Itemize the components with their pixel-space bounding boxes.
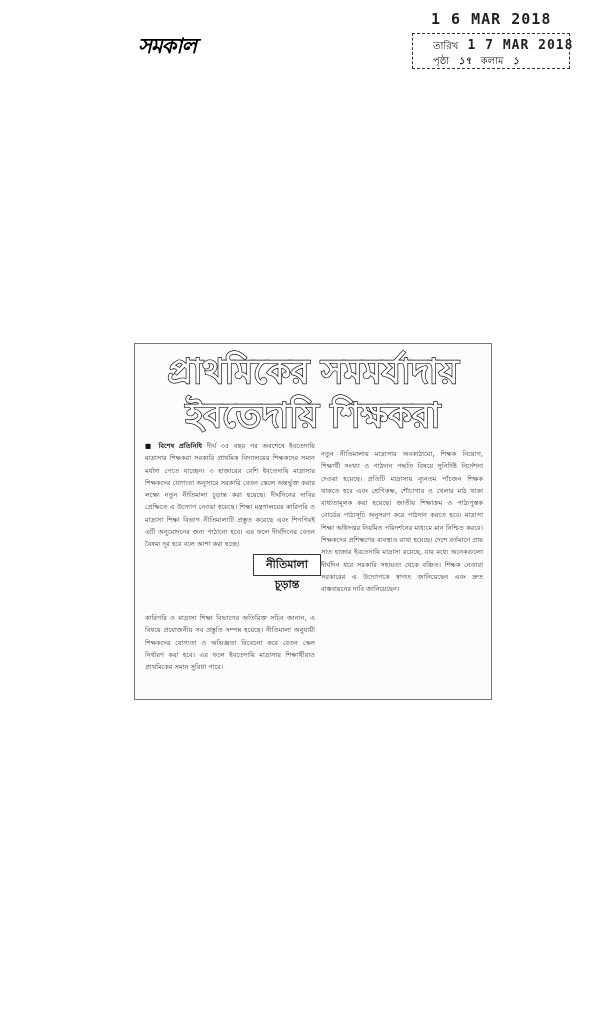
reference-box (412, 33, 574, 69)
article-clipping (134, 343, 492, 700)
byline: ■ বিশেষ প্রতিনিধি (145, 442, 203, 450)
headline-line-1: প্রাথমিকের সমমর্যাদায় (167, 352, 459, 392)
ref-column-label: কলাম (480, 56, 504, 67)
ref-column-value: ১ (512, 56, 520, 67)
ref-page-row (433, 54, 525, 71)
newspaper-masthead: সমকাল (138, 33, 196, 58)
headline-line-2: ইবতেদায়ি শিক্ষকরা (185, 396, 441, 436)
article-column-right (321, 448, 483, 694)
ref-date-value: 1 7 MAR 2018 (467, 38, 574, 53)
article-subheading: নীতিমালা চূড়ান্ত (253, 554, 321, 576)
article-text-right: নতুন নীতিমালায় মাদ্রাসার অবকাঠামো, শিক্ষক নিয়োগ, শিক্ষার্থী সংখ্যা ও পাঠদান পদ্ধতি বিষয়ে সুনির্দিষ্ট নির্দেশনা দেওয়া হয়েছে। প্রতিটি মাদ্রাসায় ন্যূনতম পাঁচজন শিক্ষক থাকতে হবে এবং শ্রেণিকক্ষ, শৌচাগার ও খেলার মাঠ থাকা বাধ্যতামূলক করা হয়েছে। জাতীয় শিক্ষাক্রম ও পাঠ্যপুস্তক বোর্ডের পাঠ্যসূচি অনুসরণ করে পাঠদান করতে হবে। মাদ্রাসা শিক্ষা অধিদপ্তর নিয়মিত পরিদর্শনের মাধ্যমে মান নিশ্চিত করবে। শিক্ষকদের প্রশিক্ষণের ব্যবস্থাও রাখা হয়েছে। দেশে বর্তমানে প্রায় সাত হাজার ইবতেদায়ি মাদ্রাসা রয়েছে, যার মধ্যে অনেকগুলো দীর্ঘদিন ধরে সরকারি সহায়তা থেকে বঞ্চিত। শিক্ষক নেতারা সরকারের এ উদ্যোগকে স্বাগত জানিয়েছেন এবং দ্রুত বাস্তবায়নের দাবি জানিয়েছেন। (321, 450, 483, 594)
ref-page-value: ১৭ (458, 56, 472, 67)
ref-date-label: তারিখ (433, 41, 459, 52)
article-text-left: দীর্ঘ ৩৫ বছর পর অবশেষে ইবতেদায়ি মাদ্রাসার শিক্ষকরা সরকারি প্রাথমিক বিদ্যালয়ের শিক্ষকদের সমান মর্যাদা পেতে যাচ্ছেন। ৩ হাজারের বেশি ইবতেদায়ি মাদ্রাসার শিক্ষকদের যোগ্যতা অনুসারে সরকারি বেতন স্কেলে অন্তর্ভুক্ত করার লক্ষ্যে নতুন নীতিমালা চূড়ান্ত করা হয়েছে। দীর্ঘদিনের দাবির প্রেক্ষিতে এ উদ্যোগ নেওয়া হয়েছে। শিক্ষা মন্ত্রণালয়ের কারিগরি ও মাদ্রাসা শিক্ষা বিভাগ নীতিমালাটি প্রস্তুত করেছে এবং শিগগিরই এটি অনুমোদনের জন্য পাঠানো হবে। এর ফলে দীর্ঘদিনের বেতন বৈষম্য দূর হবে বলে আশা করা হচ্ছে। (145, 442, 315, 549)
ref-page-label: পৃষ্ঠা (433, 56, 450, 67)
date-stamp: 1 6 MAR 2018 (431, 10, 552, 28)
article-text-left-lower: কারিগরি ও মাদ্রাসা শিক্ষা বিভাগের অতিরিক্ত সচিব জানান, এ বিষয়ে প্রয়োজনীয় সব প্রস্তুতি সম্পন্ন হয়েছে। নীতিমালা অনুযায়ী শিক্ষকদের যোগ্যতা ও অভিজ্ঞতা বিবেচনা করে বেতন স্কেল নির্ধারণ করা হবে। এর ফলে ইবতেদায়ি মাদ্রাসার শিক্ষার্থীরাও প্রাথমিকের সমান সুবিধা পাবে। (145, 614, 315, 672)
article-column-left-lower (145, 612, 315, 694)
